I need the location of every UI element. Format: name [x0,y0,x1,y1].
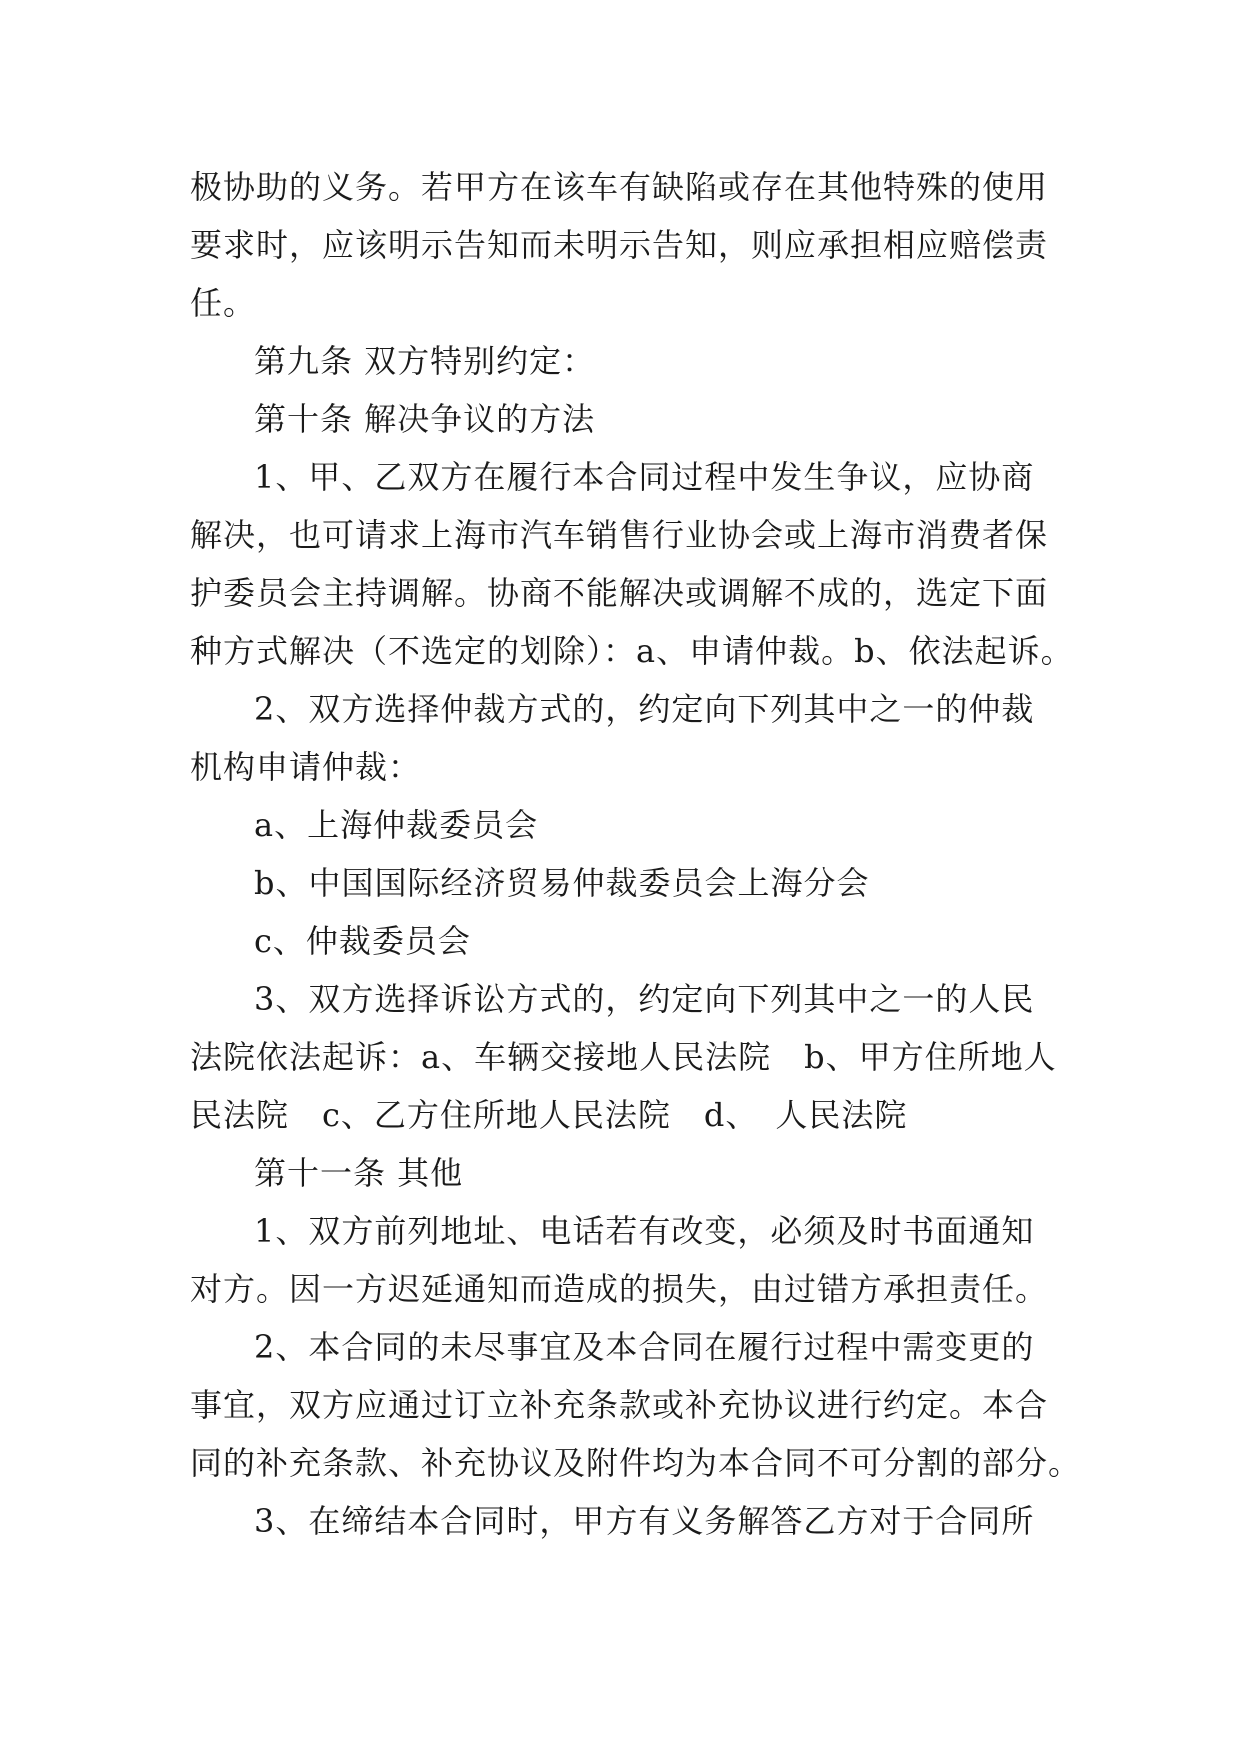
text-line: 1、甲、乙双方在履行本合同过程中发生争议，应协商 [254,458,1035,496]
text-line: 1、双方前列地址、电话若有改变，必须及时书面通知 [254,1212,1035,1250]
text-line: 2、双方选择仲裁方式的，约定向下列其中之一的仲裁 [254,690,1035,728]
text-line: 任。 [190,284,257,322]
text-line: 3、双方选择诉讼方式的，约定向下列其中之一的人民 [254,980,1035,1018]
text-line: 护委员会主持调解。协商不能解决或调解不成的，选定下面 [190,574,1049,612]
list-item: b、中国国际经济贸易仲裁委员会上海分会 [254,864,870,902]
list-item: c、仲裁委员会 [254,922,471,960]
text-line: 事宜，双方应通过订立补充条款或补充协议进行约定。本合 [190,1386,1049,1424]
text-line: 种方式解决（不选定的划除）：a、申请仲裁。b、依法起诉。 [190,632,1074,670]
document-body [190,158,1082,1550]
text-line: 同的补充条款、补充协议及附件均为本合同不可分割的部分。 [190,1444,1082,1482]
text-line: 2、本合同的未尽事宜及本合同在履行过程中需变更的 [254,1328,1035,1366]
text-line: 民法院 c、乙方住所地人民法院 d、 人民法院 [190,1096,908,1134]
text-line: 要求时，应该明示告知而未明示告知，则应承担相应赔偿责 [190,226,1049,264]
text-line: 极协助的义务。若甲方在该车有缺陷或存在其他特殊的使用 [190,168,1049,206]
article-heading: 第十一条 其他 [254,1154,464,1192]
article-heading: 第九条 双方特别约定： [254,342,596,380]
article-heading: 第十条 解决争议的方法 [254,400,596,438]
list-item: a、上海仲裁委员会 [254,806,539,844]
text-line: 解决，也可请求上海市汽车销售行业协会或上海市消费者保 [190,516,1049,554]
text-line: 3、在缔结本合同时，甲方有义务解答乙方对于合同所 [254,1502,1035,1540]
text-line: 对方。因一方迟延通知而造成的损失，由过错方承担责任。 [190,1270,1049,1308]
text-line: 机构申请仲裁： [190,748,422,786]
text-line: 法院依法起诉：a、车辆交接地人民法院 b、甲方住所地人 [190,1038,1057,1076]
